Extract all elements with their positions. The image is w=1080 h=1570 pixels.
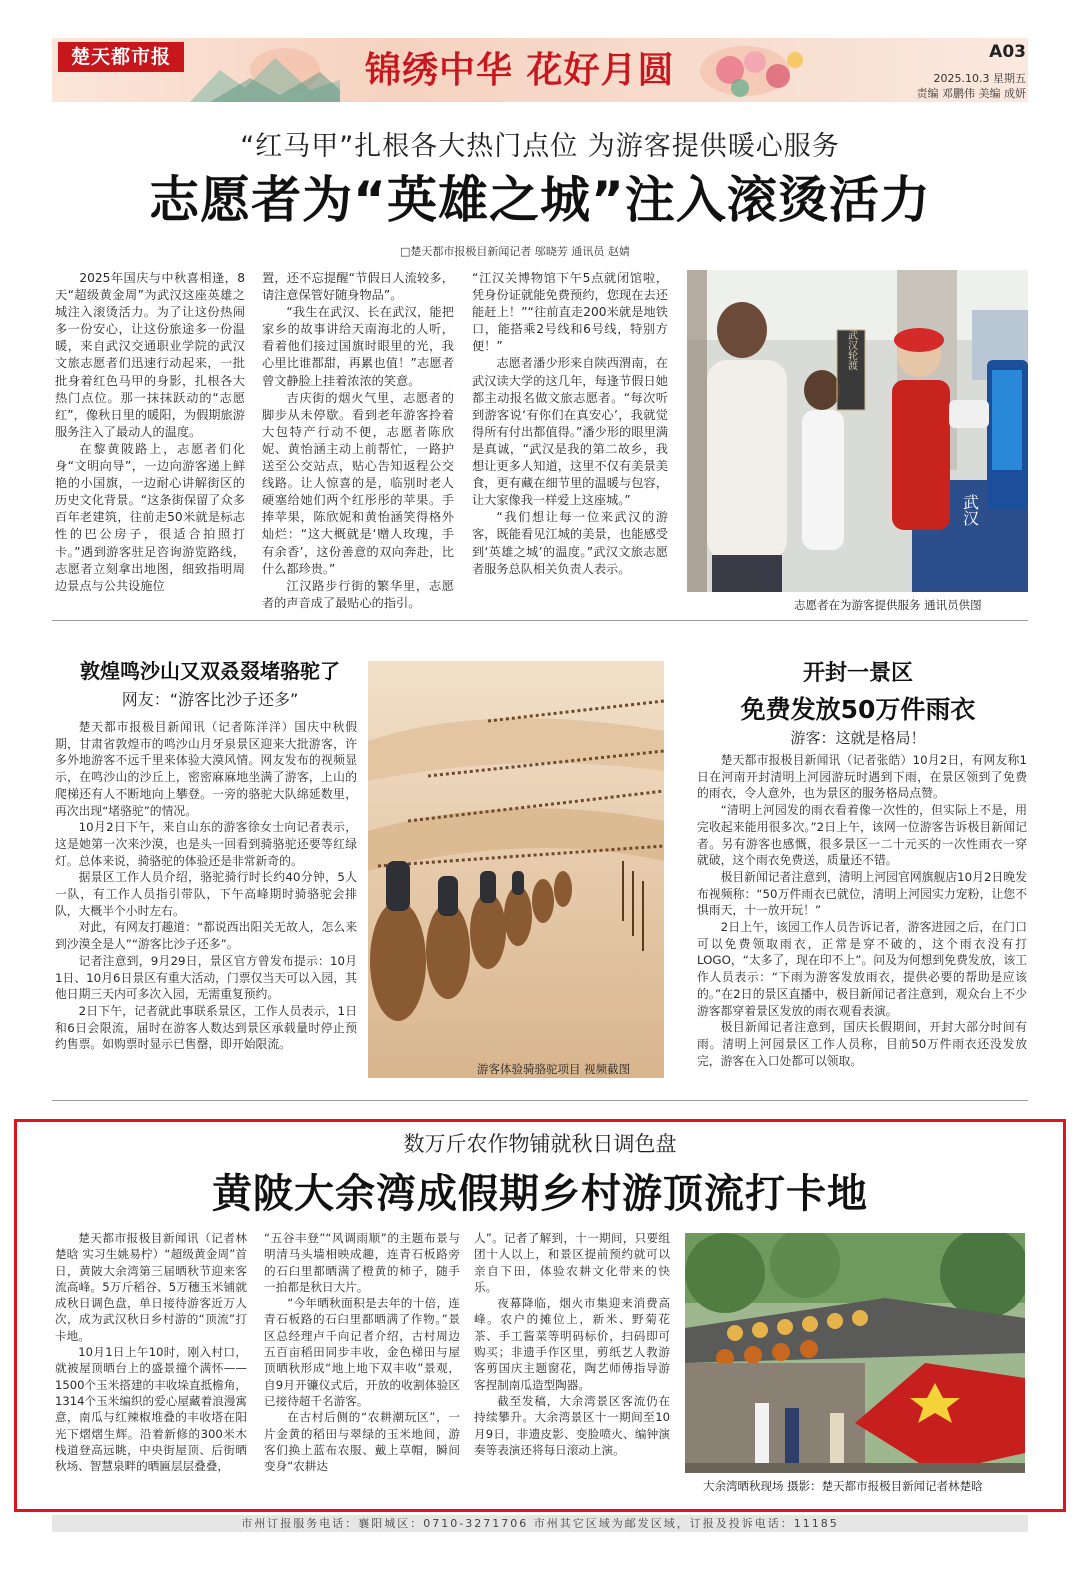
paragraph: 楚天都市报极目新闻讯（记者陈洋洋）国庆中秋假期，甘肃省敦煌市的鸣沙山月牙泉景区迎来大批游客，许多外地游客不远千里来体验大漠风情。网友发布的视频显示，在鸣沙山的沙丘上，密密麻麻地坐满了游客，上山的爬梯还有人不断地向上攀登。一旁的骆驼大队绵延数里，再次出现“堵骆驼”的情况。: [55, 720, 357, 818]
page-number: A03: [989, 42, 1026, 62]
section-divider: [52, 620, 1028, 621]
article2-subhead: 网友：“游客比沙子还多”: [121, 690, 299, 709]
paragraph: 在古村后侧的“农耕潮玩区”，一片金黄的稻田与翠绿的玉米地间，游客们换上蓝布农服、戴上草帽，瞬间变身“农耕达: [264, 1410, 460, 1474]
article4-kicker: 数万斤农作物铺就秋日调色盘: [403, 1132, 677, 1156]
village-photo: [685, 1233, 1025, 1473]
paragraph: 2日下午，记者就此事联系景区，工作人员表示，1日和6日会限流，届时在游客人数达到景区承载量时停止预约售票。如购票时显示已售罄，即开始限流。: [55, 1003, 357, 1052]
article4-column-3: [474, 1230, 670, 1506]
paragraph: 2025年国庆与中秋喜相逢，8天“超级黄金周”为武汉这座英雄之城注入滚烫活力。为了让这份热闹多一份安心，让这份旅途多一份温暖，来自武汉交通职业学院的武汉文旅志愿者们迅速行动起来，一批批身着红色马甲的身影，扎根各大热门点位。那一抹抹跃动的“志愿红”，像秋日里的暖阳，为假期旅游服务注入了最动人的温度。: [55, 271, 245, 439]
flower-decoration-icon: [700, 40, 810, 102]
sign-text: 武汉轮渡: [845, 330, 857, 370]
article4-headline: 黄陂大余湾成假期乡村游顶流打卡地: [212, 1171, 868, 1217]
volunteer-photo-caption: 志愿者在为游客提供服务 通讯员供图: [794, 598, 982, 612]
article4-column-2: [264, 1230, 460, 1506]
volunteer-photo: [687, 270, 1028, 592]
paragraph: 在黎黄陂路上，志愿者们化身“文明向导”，一边向游客递上鲜艳的小国旗，一边耐心讲解街区的历史文化背景。“这条街保留了众多百年老建筑，往前走50米就是标志性的巴公房子，很适合拍照打卡。”遇到游客驻足咨询游览路线，志愿者立刻拿出地图，细致指明周边景点与公共设施位: [55, 441, 245, 593]
article3-headline-line1: 开封一景区: [802, 661, 913, 686]
camel-photo-caption: 游客体验骑骆驼项目 视频截图: [477, 1062, 631, 1076]
paragraph: 记者注意到，9月29日，景区官方曾发布提示：10月1日、10月6日景区有重大活动，门票仅当天可以入园，其他日期三天内可多次入园，无需重复预约。: [55, 953, 357, 1002]
paragraph: 楚天都市报极目新闻讯（记者林楚晗 实习生姚易柠）“超级黄金周”首日，黄陂大余湾第三届晒秋节迎来客流高峰。5万斤稻谷、5万穗玉米铺就成秋日调色盘，单日接待游客近万人次，成为武汉秋日乡村游的“顶流”打卡地。: [55, 1231, 247, 1343]
paragraph: “我生在武汉、长在武汉，能把家乡的故事讲给天南海北的人听，看着他们接过国旗时眼里的光，我心里比谁都甜，再累也值！”志愿者曾文静脸上挂着浓浓的笑意。: [262, 305, 454, 388]
article1-column-1: [55, 270, 245, 615]
paragraph: “江汉关博物馆下午5点就闭馆啦，凭身份证就能免费预约，您现在去还能赶上！”“往前直走200米就是地铁口，能搭乘2号线和6号线，特别方便！”: [472, 271, 668, 354]
editors-credit: 责编 邓鹏伟 美编 成妍: [916, 87, 1026, 100]
article2-headline: 敦煌鸣沙山又双叒叕堵骆驼了: [80, 659, 340, 683]
article1-column-3: [472, 270, 668, 615]
paragraph: 据景区工作人员介绍，骆驼骑行时长约40分钟，5人一队，有工作人员指引带队，下午高峰期时骑骆驼会排队，大概半个小时左右。: [55, 870, 357, 918]
paragraph: 夜幕降临，烟火市集迎来消费高峰。农户的摊位上，新米、野菊花茶、手工酱菜等明码标价，扫码即可购买；非遗手作区里，剪纸艺人教游客剪国庆主题窗花，陶艺师傅指导游客捏制南瓜造型陶器。: [474, 1296, 670, 1392]
paragraph: 置，还不忘提醒“节假日人流较多，请注意保管好随身物品”。: [262, 271, 454, 303]
mountain-decoration-icon: [190, 40, 340, 102]
article3-subhead: 游客：这就是格局！: [790, 729, 926, 747]
paragraph: 吉庆街的烟火气里，志愿者的脚步从未停歇。看到老年游客拎着大包特产行动不便，志愿者陈欣妮、黄怡涵主动上前帮忙，一路护送至公交站点，贴心告知返程公交线路。让人惊喜的是，临别时老人硬塞给她们两个红彤彤的苹果。手捧苹果，陈欣妮和黄怡涵笑得格外灿烂：“这大概就是‘赠人玫瑰，手有余香’，这份善意的双向奔赴，比什么都珍贵。”: [262, 390, 454, 576]
paragraph: “我们想让每一位来武汉的游客，既能看见江城的美景，也能感受到‘英雄之城’的温度。”武汉文旅志愿者服务总队相关负责人表示。: [472, 510, 668, 576]
article1-headline: 志愿者为“英雄之城”注入滚烫活力: [149, 171, 931, 229]
sign-text: 武汉: [960, 494, 980, 526]
paragraph: “今年晒秋面积是去年的十倍，连青石板路的石臼里都晒满了作物。”景区总经理卢千向记者介绍，古村周边五百亩稻田同步丰收，金色梯田与屋顶晒秋形成“地上地下双丰收”景观，自9月开镰仪式后，开放的收割体验区已接待超千名游客。: [264, 1296, 460, 1408]
masthead-slogan: 锦绣中华 花好月圆: [365, 49, 675, 91]
article3-headline-line2: 免费发放50万件雨衣: [740, 695, 976, 724]
paragraph: 10月2日下午，来自山东的游客徐女士向记者表示，这是她第一次来沙漠，也是头一回看到骑骆驼还要等红绿灯。总体来说，骑骆驼的体验还是非常新奇的。: [55, 820, 357, 868]
paragraph: “五谷丰登”“风调雨顺”的主题布景与明清马头墙相映成趣，连青石板路旁的石臼里都晒满了橙黄的柿子，随手一拍都是秋日大片。: [264, 1231, 460, 1294]
article1-byline: □楚天都市报极目新闻记者 邬晓芳 通讯员 赵婧: [400, 245, 630, 258]
paragraph: 楚天都市报极目新闻讯（记者张皓）10月2日，有网友称1日在河南开封清明上河园游玩时遇到下雨，在景区领到了免费的雨衣，令人意外，也为景区的服务格局点赞。: [697, 753, 1027, 801]
paragraph: 对此，有网友打趣道：“都说西出阳关无故人，怎么来到沙漠全是人”“游客比沙子还多”。: [55, 920, 357, 952]
camel-photo: [368, 661, 664, 1078]
article3-body: [697, 752, 1027, 1082]
section-divider: [52, 1100, 1028, 1101]
article2-body: [55, 719, 357, 1079]
paragraph: 志愿者潘少形来自陕西渭南，在武汉读大学的这几年，每逢节假日她都主动报名做文旅志愿者。“每次听到游客说‘有你们在真安心’，我就觉得所有付出都值得。”潘少形的眼里满是真诚，“武汉是我的第二故乡，我想让更多人知道，这里不仅有美景美食，更有藏在细节里的温暖与包容，让大家像我一样爱上这座城。”: [472, 356, 668, 508]
article1-column-2: [262, 270, 454, 615]
paragraph: 人”。记者了解到，十一期间，只要组团十人以上，和景区提前预约就可以亲自下田，体验农耕文化带来的快乐。: [474, 1231, 670, 1294]
article1-kicker: “红马甲”扎根各大热门点位 为游客提供暖心服务: [240, 131, 840, 162]
paragraph: “清明上河园发的雨衣看着像一次性的，但实际上不是，用完收起来能用很多次。”2日上午，该网一位游客告诉极目新闻记者。另有游客也感慨，很多景区一二十元买的一次性雨衣一穿就破，这个雨衣免费送，质量还不错。: [697, 803, 1027, 868]
village-photo-caption: 大余湾晒秋现场 摄影：楚天都市报极目新闻记者林楚晗: [703, 1479, 983, 1493]
paragraph: 2日上午，该园工作人员告诉记者，游客进园之后，在门口可以免费领取雨衣，正常是穿不破的，这个雨衣没有打LOGO，“太多了，现在印不上”。问及为何想到免费发放，该工作人员表示：“下雨为游客发放雨衣，提供必要的帮助是应该的。”在2日的景区直播中，极目新闻记者注意到，观众台上不少游客都穿着景区发放的雨衣观看表演。: [697, 920, 1027, 1018]
subscription-footer: 市州订报服务电话：襄阳城区：0710-3271706 市州其它区域为邮发区域，订报及投诉电话：11185: [52, 1515, 1028, 1532]
article4-column-1: [55, 1230, 247, 1506]
paragraph: 10月1日上午10时，刚入村口，就被屋顶晒台上的盛景撞个满怀——1500个玉米搭建的丰收垛直抵檐角，1314个玉米编织的爱心屋藏着浪漫寓意，南瓜与红辣椒堆叠的丰收塔在阳光下熠熠生辉。沿着新修的300米木栈道登高远眺，中央街屋顶、后街晒秋场、智慧泉畔的晒匾层层叠叠，: [55, 1345, 247, 1474]
issue-date: 2025.10.3 星期五: [933, 72, 1026, 85]
paragraph: 极目新闻记者注意到，国庆长假期间，开封大部分时间有雨。清明上河园景区工作人员称，目前50万件雨衣还没发放完，游客在入口处都可以领取。: [697, 1020, 1027, 1068]
paragraph: 极目新闻记者注意到，清明上河园官网旗舰店10月2日晚发布视频称：“50万件雨衣已就位，清明上河园实力宠粉，让您不惧雨天，十一放开玩！”: [697, 869, 1027, 918]
paragraph: 截至发稿，大余湾景区客流仍在持续攀升。大余湾景区十一期间至10月9日，非遗皮影、变脸喷火、编钟演奏等表演还将每日滚动上演。: [474, 1393, 670, 1457]
paragraph: 江汉路步行街的繁华里，志愿者的声音成了最贴心的指引。: [262, 578, 454, 610]
paper-logo: 楚天都市报: [58, 42, 184, 72]
